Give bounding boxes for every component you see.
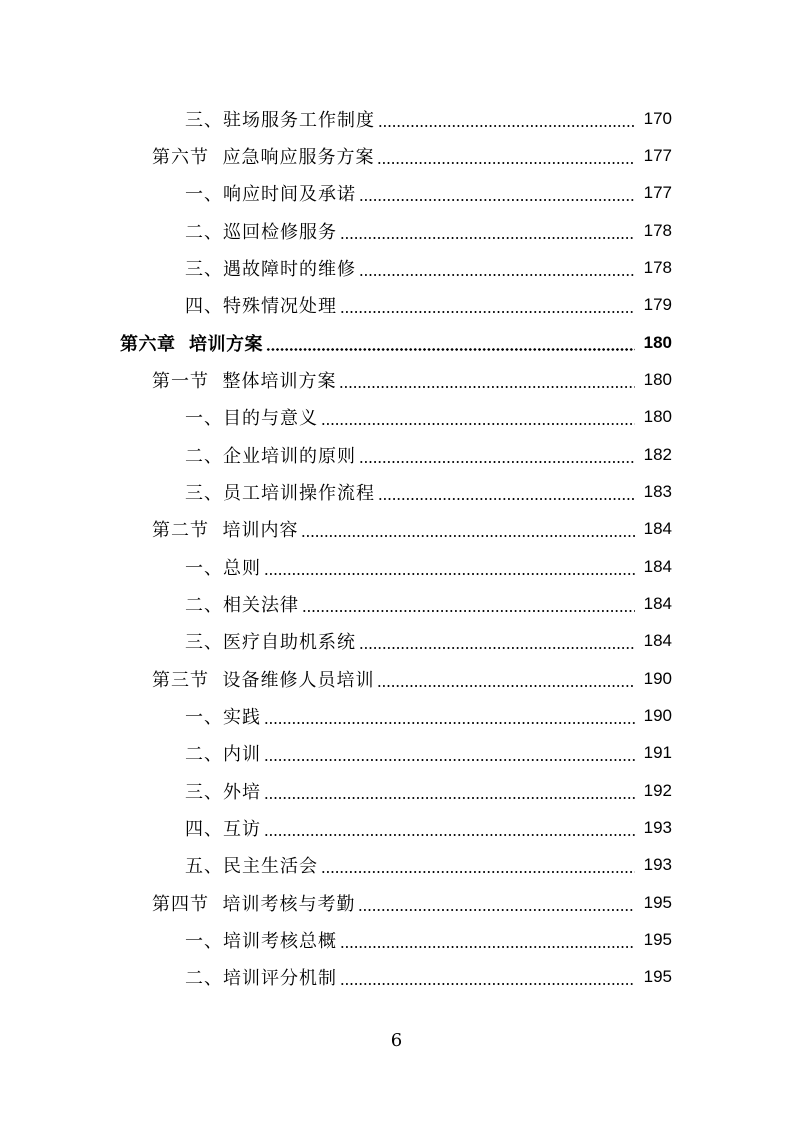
toc-entry-label: 二、企业培训的原则 — [185, 445, 356, 467]
dot-leader — [378, 125, 635, 127]
page-number: 6 — [390, 1030, 403, 1051]
dot-leader — [321, 423, 635, 425]
toc-entry-page: 184 — [643, 519, 672, 539]
dot-leader — [358, 909, 635, 911]
dot-leader — [340, 983, 635, 985]
toc-entry[interactable] — [0, 697, 793, 734]
toc-entry-page: 179 — [643, 295, 672, 315]
toc-entry-page: 178 — [643, 220, 672, 240]
table-of-contents — [0, 100, 793, 996]
dot-leader — [340, 237, 635, 239]
toc-entry-label: 四、互访 — [185, 818, 261, 840]
dot-leader — [359, 461, 635, 463]
dot-leader — [264, 759, 635, 761]
toc-entry[interactable] — [0, 287, 793, 324]
toc-entry-page: 193 — [643, 817, 672, 837]
toc-entry-page: 184 — [643, 593, 672, 613]
toc-entry-page: 195 — [643, 929, 672, 949]
toc-entry[interactable] — [0, 809, 793, 846]
toc-entry-label: 一、目的与意义 — [185, 408, 318, 430]
toc-entry-label: 三、驻场服务工作制度 — [185, 109, 375, 131]
toc-entry-page: 195 — [643, 967, 672, 987]
toc-entry-label: 二、内训 — [185, 744, 261, 766]
toc-entry-label: 一、总则 — [185, 557, 261, 579]
toc-entry-page: 193 — [643, 855, 672, 875]
dot-leader — [266, 348, 635, 351]
toc-entry-label: 一、培训考核总概 — [185, 930, 337, 952]
toc-entry[interactable] — [0, 921, 793, 958]
dot-leader — [301, 535, 635, 537]
dot-leader — [264, 834, 635, 836]
toc-entry-page: 180 — [643, 332, 672, 352]
toc-entry-label: 二、培训评分机制 — [185, 968, 337, 990]
dot-leader — [264, 797, 635, 799]
toc-entry[interactable] — [0, 585, 793, 622]
toc-entry-page: 184 — [643, 631, 672, 651]
toc-entry-page: 192 — [643, 780, 672, 800]
toc-entry-label: 一、响应时间及承诺 — [185, 184, 356, 206]
toc-chapter-entry[interactable] — [0, 324, 793, 361]
toc-entry[interactable] — [0, 772, 793, 809]
toc-entry[interactable] — [0, 735, 793, 772]
toc-entry-label: 一、实践 — [185, 706, 261, 728]
toc-entry-page: 180 — [643, 369, 672, 389]
dot-leader — [340, 946, 635, 948]
toc-entry[interactable] — [0, 884, 793, 921]
toc-entry-label: 三、外培 — [185, 781, 261, 803]
toc-entry-page: 195 — [643, 892, 672, 912]
toc-entry-page: 183 — [643, 481, 672, 501]
dot-leader — [378, 498, 635, 500]
dot-leader — [377, 162, 635, 164]
toc-entry-label: 三、员工培训操作流程 — [185, 482, 375, 504]
toc-entry[interactable] — [0, 847, 793, 884]
toc-entry[interactable] — [0, 548, 793, 585]
toc-entry-page: 191 — [643, 743, 672, 763]
toc-entry-label: 第三节 设备维修人员培训 — [152, 669, 375, 691]
toc-entry[interactable] — [0, 212, 793, 249]
toc-entry-label: 四、特殊情况处理 — [185, 296, 337, 318]
dot-leader — [359, 274, 635, 276]
toc-entry-label: 第二节 培训内容 — [152, 520, 299, 542]
toc-entry-label: 第六节 应急响应服务方案 — [152, 146, 375, 168]
toc-entry-label: 第四节 培训考核与考勤 — [152, 893, 356, 915]
dot-leader — [377, 685, 635, 687]
toc-entry-label: 第六章 培训方案 — [120, 333, 264, 355]
toc-entry-page: 190 — [643, 705, 672, 725]
toc-entry-page: 178 — [643, 257, 672, 277]
toc-entry-page: 177 — [643, 183, 672, 203]
toc-entry[interactable] — [0, 361, 793, 398]
toc-entry-label: 三、遇故障时的维修 — [185, 258, 356, 280]
toc-entry-page: 170 — [643, 108, 672, 128]
toc-entry-label: 二、相关法律 — [185, 594, 299, 616]
dot-leader — [339, 386, 635, 388]
dot-leader — [359, 199, 635, 201]
toc-entry-page: 184 — [643, 556, 672, 576]
toc-entry-page: 190 — [643, 668, 672, 688]
toc-entry[interactable] — [0, 623, 793, 660]
dot-leader — [321, 871, 635, 873]
toc-entry-label: 二、巡回检修服务 — [185, 221, 337, 243]
toc-entry-label: 五、民主生活会 — [185, 856, 318, 878]
dot-leader — [264, 573, 635, 575]
toc-entry[interactable] — [0, 399, 793, 436]
dot-leader — [340, 311, 635, 313]
toc-entry[interactable] — [0, 100, 793, 137]
dot-leader — [264, 722, 635, 724]
toc-entry[interactable] — [0, 959, 793, 996]
toc-entry[interactable] — [0, 249, 793, 286]
toc-entry[interactable] — [0, 137, 793, 174]
toc-entry-page: 182 — [643, 444, 672, 464]
toc-entry[interactable] — [0, 436, 793, 473]
dot-leader — [302, 610, 635, 612]
toc-entry-label: 三、医疗自助机系统 — [185, 632, 356, 654]
toc-entry-page: 180 — [643, 407, 672, 427]
toc-entry-label: 第一节 整体培训方案 — [152, 370, 337, 392]
toc-entry-page: 177 — [643, 145, 672, 165]
toc-entry[interactable] — [0, 473, 793, 510]
toc-entry[interactable] — [0, 511, 793, 548]
toc-entry[interactable] — [0, 660, 793, 697]
dot-leader — [359, 647, 635, 649]
toc-entry[interactable] — [0, 175, 793, 212]
